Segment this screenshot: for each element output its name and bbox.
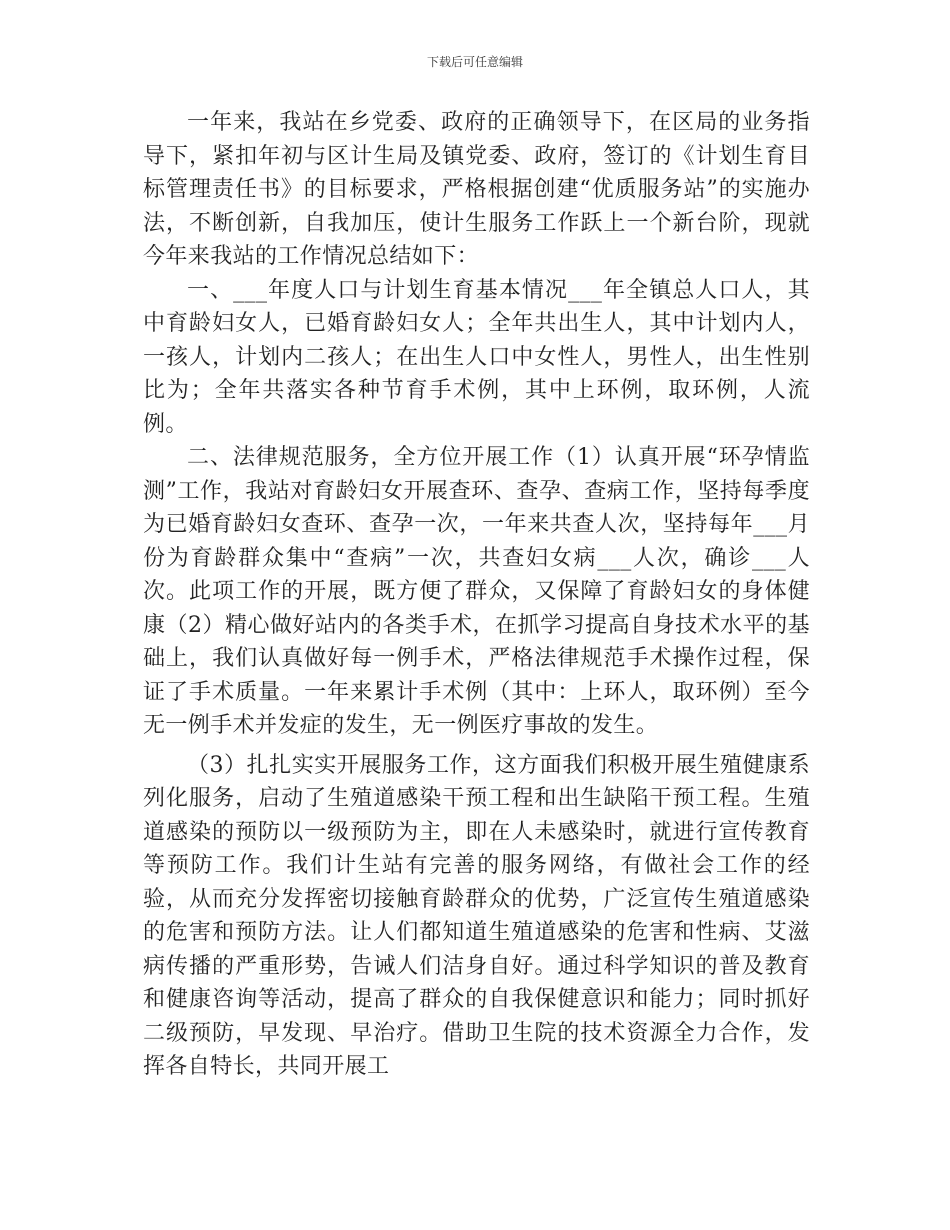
document-body — [143, 106, 810, 1084]
paragraph-intro: 一年来，我站在乡党委、政府的正确领导下，在区局的业务指导下，紧扣年初与区计生局及镇党委、政府，签订的《计划生育目标管理责任书》的目标要求，严格根据创建“优质服务站”的实施办法，不断创新，自我加压，使计生服务工作跃上一个新台阶，现就今年来我站的工作情况总结如下： — [143, 110, 810, 269]
paragraph-population-stats: 一、___年度人口与计划生育基本情况___年全镇总人口人，其中育龄妇女人，已婚育龄妇女人；全年共出生人，其中计划内人，一孩人，计划内二孩人；在出生人口中女性人，男性人，出生性别比为；全年共落实各种节育手术例，其中上环例，取环例，人流例。 — [143, 277, 810, 437]
page-header: 下载后可任意编辑 — [426, 55, 523, 69]
paragraph-service-work: （3）扎扎实实开展服务工作，这方面我们积极开展生殖健康系列化服务，启动了生殖道感染干预工程和出生缺陷干预工程。生殖道感染的预防以一级预防为主，即在人未感染时，就进行宣传教育等预防工作。我们计生站有完善的服务网络，有做社会工作的经验，从而充分发挥密切接触育龄群众的优势，广泛宣传生殖道感染的危害和预防方法。让人们都知道生殖道感染的危害和性病、艾滋病传播的严重形势，告诫人们洁身自好。通过科学知识的普及教育和健康咨询等活动，提高了群众的自我保健意识和能力；同时抓好二级预防，早发现、早治疗。借助卫生院的技术资源全力合作，发挥各自特长，共同开展工 — [143, 752, 810, 1079]
paragraph-legal-service: 二、法律规范服务，全方位开展工作（1）认真开展“环孕情监测”工作，我站对育龄妇女开展查环、查孕、查病工作，坚持每季度为已婚育龄妇女查环、查孕一次，一年来共查人次，坚持每年___月份为育龄群众集中“查病”一次，共查妇女病___人次，确诊___人次。此项工作的开展，既方便了群众，又保障了育龄妇女的身体健康（2）精心做好站内的各类手术，在抓学习提高自身技术水平的基础上，我们认真做好每一例手术，严格法律规范手术操作过程，保证了手术质量。一年来累计手术例（其中：上环人，取环例）至今无一例手术并发症的发生，无一例医疗事故的发生。 — [143, 445, 810, 738]
